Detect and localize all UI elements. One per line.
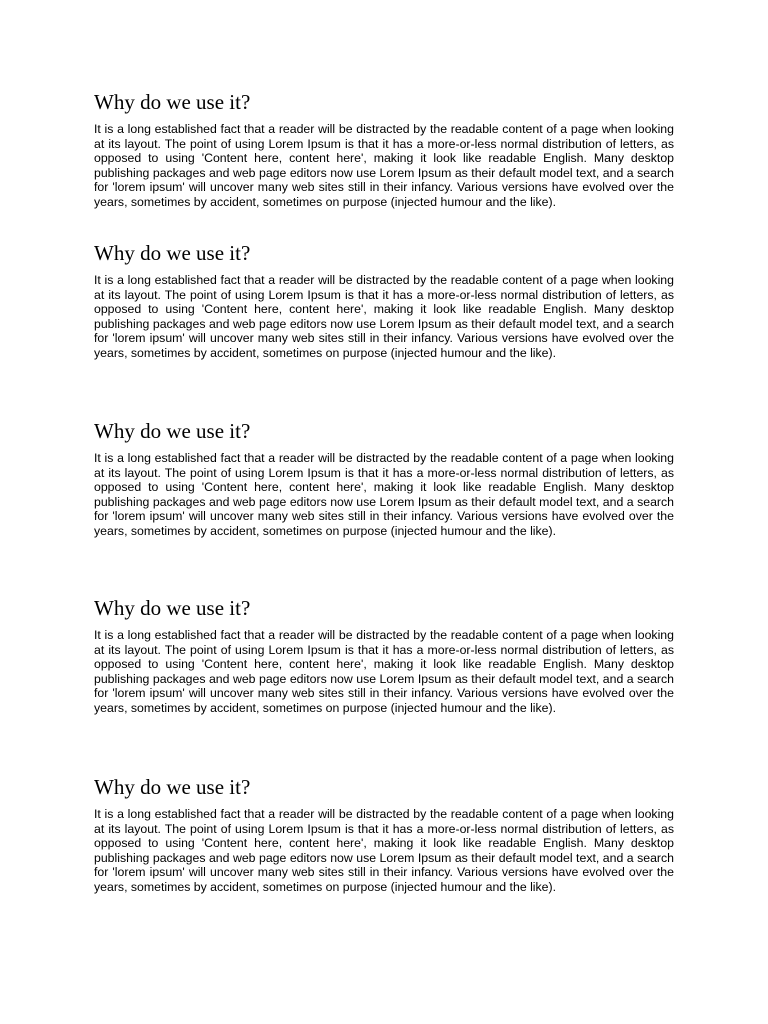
section-4 — [94, 596, 674, 716]
section-5 — [94, 775, 674, 895]
section-heading: Why do we use it? — [94, 596, 251, 620]
section-paragraph: It is a long established fact that a reader will be distracted by the readable content of a page when looking at its layout. The point of using Lorem Ipsum is that it has a more-or-less normal distribution of letters, as opposed to using 'Content here, content here', making it look like readable English. Many desktop publishing packages and web page editors now use Lorem Ipsum as their default model text, and a search for 'lorem ipsum' will uncover many web sites still in their infancy. Various versions have evolved over the years, sometimes by accident, sometimes on purpose (injected humour and the like). — [94, 273, 674, 360]
section-3 — [94, 419, 674, 539]
section-paragraph: It is a long established fact that a reader will be distracted by the readable content of a page when looking at its layout. The point of using Lorem Ipsum is that it has a more-or-less normal distribution of letters, as opposed to using 'Content here, content here', making it look like readable English. Many desktop publishing packages and web page editors now use Lorem Ipsum as their default model text, and a search for 'lorem ipsum' will uncover many web sites still in their infancy. Various versions have evolved over the years, sometimes by accident, sometimes on purpose (injected humour and the like). — [94, 807, 674, 894]
section-heading: Why do we use it? — [94, 419, 251, 443]
section-paragraph: It is a long established fact that a reader will be distracted by the readable content of a page when looking at its layout. The point of using Lorem Ipsum is that it has a more-or-less normal distribution of letters, as opposed to using 'Content here, content here', making it look like readable English. Many desktop publishing packages and web page editors now use Lorem Ipsum as their default model text, and a search for 'lorem ipsum' will uncover many web sites still in their infancy. Various versions have evolved over the years, sometimes by accident, sometimes on purpose (injected humour and the like). — [94, 451, 674, 538]
section-1 — [94, 90, 674, 210]
section-paragraph: It is a long established fact that a reader will be distracted by the readable content of a page when looking at its layout. The point of using Lorem Ipsum is that it has a more-or-less normal distribution of letters, as opposed to using 'Content here, content here', making it look like readable English. Many desktop publishing packages and web page editors now use Lorem Ipsum as their default model text, and a search for 'lorem ipsum' will uncover many web sites still in their infancy. Various versions have evolved over the years, sometimes by accident, sometimes on purpose (injected humour and the like). — [94, 122, 674, 209]
section-heading: Why do we use it? — [94, 775, 251, 799]
section-paragraph: It is a long established fact that a reader will be distracted by the readable content of a page when looking at its layout. The point of using Lorem Ipsum is that it has a more-or-less normal distribution of letters, as opposed to using 'Content here, content here', making it look like readable English. Many desktop publishing packages and web page editors now use Lorem Ipsum as their default model text, and a search for 'lorem ipsum' will uncover many web sites still in their infancy. Various versions have evolved over the years, sometimes by accident, sometimes on purpose (injected humour and the like). — [94, 628, 674, 715]
section-2 — [94, 241, 674, 361]
section-heading: Why do we use it? — [94, 90, 251, 114]
section-heading: Why do we use it? — [94, 241, 251, 265]
